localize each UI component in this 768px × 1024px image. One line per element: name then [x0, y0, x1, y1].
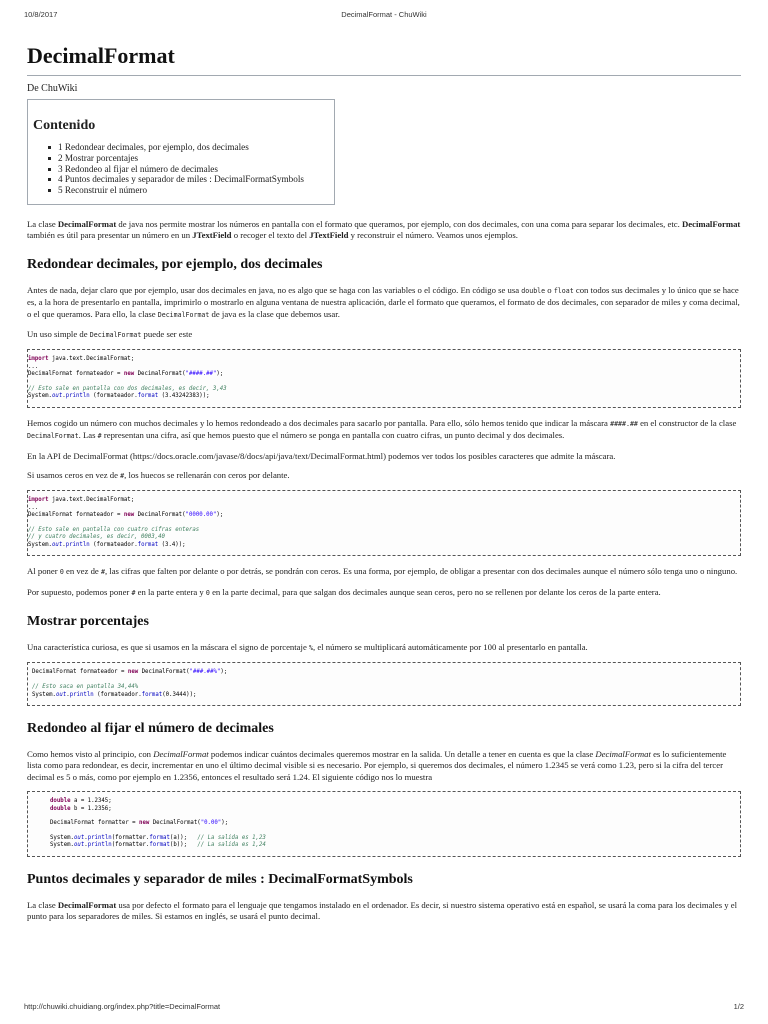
- paragraph: En la API de DecimalFormat (https://docs.oracle.com/javase/8/docs/api/java/text/DecimalFormat.html) podemos ver todos los posibles caracteres que admite la máscara.: [27, 450, 616, 461]
- code-block: double a = 1.2345; double b = 1.2356; DecimalFormat formatter = new DecimalFormat("0.00"); System.out.println(formatter.format(a)); // La salida es 1,23 System.out.println(formatter.format(b)); // La salida es 1,24: [27, 791, 741, 857]
- paragraph: La clase DecimalFormat usa por defecto el formato para el lenguaje que tengamos instalado en el ordenador. Es decir, si nuestro sistema operativo está en español, se usará la coma para los decimales y el punto para los separadores de miles. Si estamos en inglés, se usará el punto decimal.: [27, 899, 738, 922]
- toc-item[interactable]: 4 Puntos decimales y separador de miles : DecimalFormatSymbols: [48, 174, 334, 185]
- print-date: 10/8/2017: [24, 10, 58, 19]
- site-subtitle: De ChuWiki: [27, 83, 78, 94]
- article: [27, 36, 741, 931]
- toc-list: [28, 142, 334, 196]
- section-heading-puntos-decimales: Puntos decimales y separador de miles : DecimalFormatSymbols: [27, 871, 413, 887]
- toc-title: Contenido: [33, 118, 96, 133]
- print-header: [24, 10, 744, 22]
- paragraph: Si usamos ceros en vez de #, los huecos se rellenarán con ceros por delante.: [27, 469, 290, 480]
- toc-item[interactable]: 2 Mostrar porcentajes: [48, 153, 334, 164]
- toc-item[interactable]: 3 Redondeo al fijar el número de decimales: [48, 164, 334, 175]
- toc-item[interactable]: 5 Reconstruir el número: [48, 185, 334, 196]
- intro-paragraph: La clase DecimalFormat de java nos permite mostrar los números en pantalla con el formato que queramos, por ejemplo, con dos decimales, con una coma para separar los decimales, etc. DecimalFormat también es útil para presentar un número en un JTextField o recoger el texto del JTextField y reconstruir el número. Veamos unos ejemplos.: [27, 218, 741, 241]
- code-block: DecimalFormat formateador = new DecimalFormat("###.##%"); // Esto saca en pantalla 34,44% System.out.println (formateador.format(0.3444));: [27, 662, 741, 706]
- table-of-contents: [27, 99, 335, 205]
- paragraph: Hemos cogido un número con muchos decimales y lo hemos redondeado a dos decimales para sacarlo por pantalla. Para ello, sólo hemos tenido que indicar la máscara ####.## en el constructor de la clase DecimalFormat. Las # representan una cifra, así que hemos puesto que el número se ponga en pantalla con cuatro cifras, un punto decimal y dos decimales.: [27, 417, 737, 441]
- page-number: 1/2: [733, 1002, 744, 1011]
- section-heading-redondeo: Redondeo al fijar el número de decimales: [27, 720, 274, 736]
- paragraph: Como hemos visto al principio, con DecimalFormat podemos indicar cuántos decimales queremos mostrar en la salida. Un detalle a tener en cuenta es que la clase DecimalFormat es lo suficientemente lista como para redondear, es decir, incrementar en uno el último decimal visible si es necesario. Por ejemplo, si queremos dos decimales, el número 1.2345 se verá como 1.23, pero si la cifra del tercer decimal es 5 o más, como por ejemplo en 1.2356, entonces el resultado será 1.24. El siguiente código nos lo muestra: [27, 748, 727, 782]
- print-title: DecimalFormat - ChuWiki: [341, 10, 427, 19]
- page-title: DecimalFormat: [27, 42, 741, 76]
- toc-item[interactable]: 1 Redondear decimales, por ejemplo, dos decimales: [48, 142, 334, 153]
- paragraph: Un uso simple de DecimalFormat puede ser este: [27, 329, 193, 340]
- page-url: http://chuwiki.chuidiang.org/index.php?title=DecimalFormat: [24, 1002, 221, 1011]
- paragraph: Al poner 0 en vez de #, las cifras que falten por delante o por detrás, se pondrán con ceros. Es una forma, por ejemplo, de obligar a presentar con dos decimales aunque el número sólo tenga uno o ninguno.: [27, 566, 738, 577]
- code-block: import java.text.DecimalFormat; ... DecimalFormat formateador = new DecimalFormat("0000.00"); // Esto sale en pantalla con cuatro cifras enteras // y cuatro decimales, es decir, 0003,40 System.out.println (formateador.format (3.4));: [27, 490, 741, 556]
- paragraph: Por supuesto, podemos poner # en la parte entera y 0 en la parte decimal, para que salgan dos decimales aunque sean ceros, pero no se rellenen por delante los ceros de la parte entera.: [27, 586, 661, 597]
- paragraph: Antes de nada, dejar claro que por ejemplo, usar dos decimales en java, no es algo que se haga con las variables o el código. En código se usa double o float con todos sus decimales y lo único que se hace es, a la hora de presentarlo en pantalla, imprimirlo o mostrarlo en alguna ventana de nuestra aplicación, darle el formato que queramos, el formato de dos decimales, con separador de miles y coma decimal, o el que queramos. Para ello, la clase DecimalFormat de java es la clase que debemos usar.: [27, 284, 740, 319]
- code-block: import java.text.DecimalFormat; ... DecimalFormat formateador = new DecimalFormat("####.##"); // Esto sale en pantalla con dos decimales, es decir, 3,43 System.out.println (formateador.format (3.43242383));: [27, 349, 741, 407]
- paragraph: Una característica curiosa, es que si usamos en la máscara el signo de porcentaje %, el número se multiplicará automáticamente por 100 al presentarlo en pantalla.: [27, 641, 588, 652]
- section-heading-porcentajes: Mostrar porcentajes: [27, 613, 149, 629]
- print-footer: [24, 1002, 744, 1014]
- section-heading-redondear: Redondear decimales, por ejemplo, dos decimales: [27, 256, 323, 272]
